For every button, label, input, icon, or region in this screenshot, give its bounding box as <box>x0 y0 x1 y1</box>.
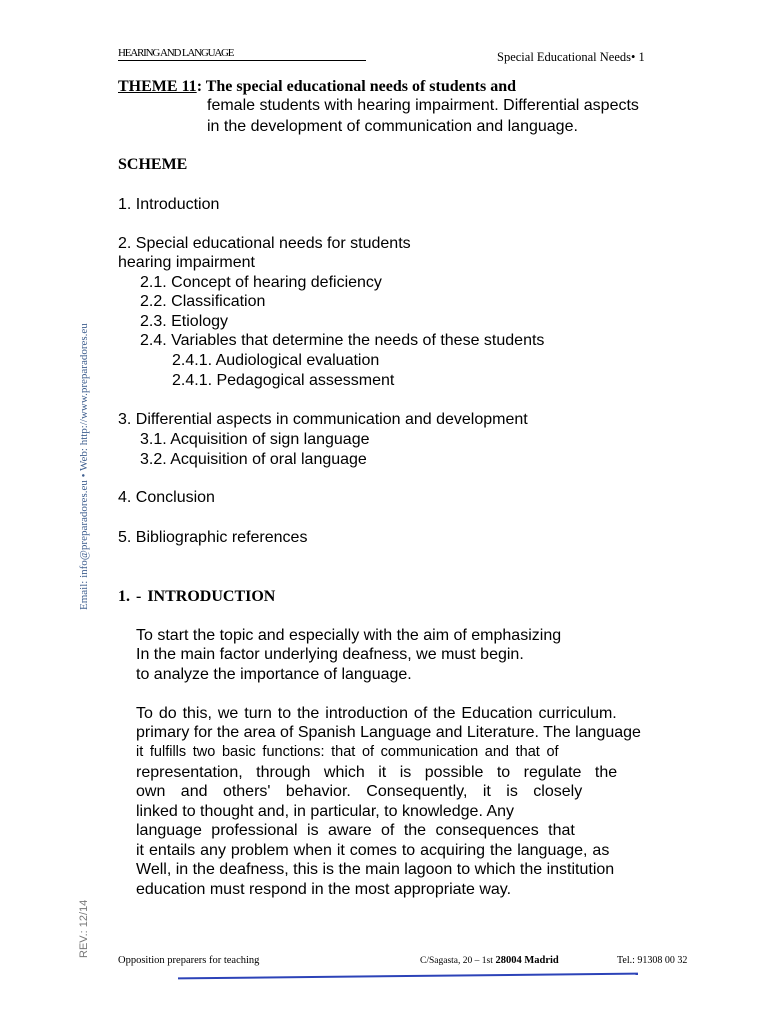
intro-para2-line: language professional is aware of the consequences that <box>136 822 575 839</box>
scheme-item: hearing impairment <box>118 254 255 271</box>
theme-title <box>118 78 516 96</box>
scheme-item: 2.3. Etiology <box>140 313 229 330</box>
footer-phone: Tel.: 91308 00 32 <box>617 955 688 966</box>
footer-divider <box>178 973 638 980</box>
intro-para1-line: In the main factor underlying deafness, we must begin. <box>136 646 524 663</box>
intro-para2-line: linked to thought and, in particular, to knowledge. Any <box>136 803 515 820</box>
theme-title-line3: in the development of communication and language. <box>207 118 578 135</box>
scheme-heading: SCHEME <box>118 156 188 173</box>
scheme-item: 2.4.1. Audiological evaluation <box>172 352 380 369</box>
scheme-item: 2.1. Concept of hearing deficiency <box>140 274 382 291</box>
side-contact-info: Email: info@preparadores.eu • Web: http://www.preparadores.eu <box>78 323 90 610</box>
scheme-item: 3. Differential aspects in communication and development <box>118 411 528 428</box>
intro-para2-line: it entails any problem when it comes to acquiring the language, as <box>136 842 610 859</box>
scheme-item: 2.4.1. Pedagogical assessment <box>172 372 395 389</box>
intro-para2-line: Well, in the deafness, this is the main lagoon to which the institution <box>136 861 615 878</box>
intro-para2-line: own and others' behavior. Consequently, it is closely <box>136 783 583 800</box>
theme-title-line2: female students with hearing impairment. Differential aspects <box>207 97 639 114</box>
footer-organization: Opposition preparers for teaching <box>118 955 260 966</box>
scheme-item: 3.1. Acquisition of sign language <box>140 431 370 448</box>
scheme-item: 3.2. Acquisition of oral language <box>140 451 367 468</box>
theme-title-line1: : The special educational needs of students and <box>196 78 516 95</box>
scheme-item: 4. Conclusion <box>118 489 215 506</box>
intro-para2-line: representation, through which it is possible to regulate the <box>136 764 618 781</box>
scheme-item: 5. Bibliographic references <box>118 529 308 546</box>
footer-city: 28004 Madrid <box>492 955 559 966</box>
section-heading-introduction: 1. - INTRODUCTION <box>118 588 276 605</box>
intro-para1-line: To start the topic and especially with the aim of emphasizing <box>136 627 562 644</box>
intro-para2-line: it fulfills two basic functions: that of communication and that of <box>136 744 559 760</box>
header-page-label: Special Educational Needs• 1 <box>497 50 645 64</box>
intro-para2-line: To do this, we turn to the introduction of the Education curriculum. <box>136 705 617 722</box>
scheme-item: 2.2. Classification <box>140 293 266 310</box>
header-left: HEARING AND LANGUAGE <box>118 47 366 61</box>
intro-para2-line: education must respond in the most appropriate way. <box>136 881 512 898</box>
theme-label: THEME 11 <box>118 78 197 95</box>
side-revision: REV.: 12/14 <box>78 899 90 958</box>
footer-street: C/Sagasta, 20 – 1st <box>420 956 493 966</box>
intro-para1-line: to analyze the importance of language. <box>136 666 412 683</box>
footer-address <box>420 955 559 966</box>
scheme-item: 2. Special educational needs for students <box>118 235 411 252</box>
scheme-item: 1. Introduction <box>118 196 220 213</box>
intro-para2-line: primary for the area of Spanish Language and Literature. The language <box>136 724 641 741</box>
scheme-item: 2.4. Variables that determine the needs of these students <box>140 332 545 349</box>
